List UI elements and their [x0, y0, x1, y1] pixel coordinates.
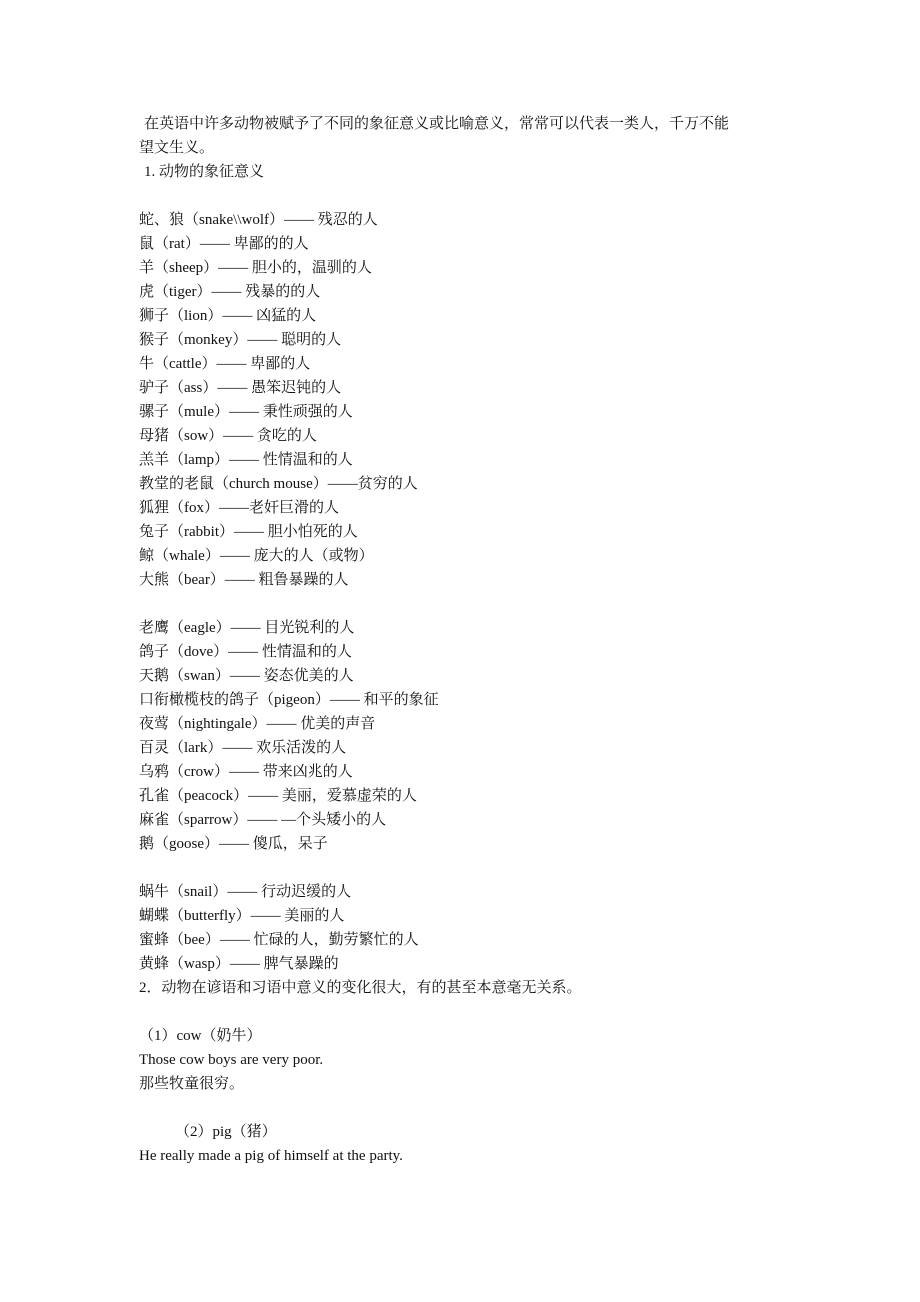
text-line: 鼠（rat）—— 卑鄙的的人	[139, 236, 309, 252]
text-line: 鲸（whale）—— 庞大的人（或物）	[139, 548, 374, 564]
text-line: 鸽子（dove）—— 性情温和的人	[139, 644, 352, 660]
text-line: （2）pig（猪）	[175, 1124, 277, 1140]
text-line: 麻雀（sparrow）—— —个头矮小的人	[139, 812, 387, 828]
text-line: 骡子（mule）—— 秉性顽强的人	[139, 404, 353, 420]
blank-line	[139, 592, 799, 616]
text-line: 鹅（goose）—— 傻瓜，呆子	[139, 836, 328, 852]
text-line: 猴子（monkey）—— 聪明的人	[139, 332, 342, 348]
text-line: 那些牧童很穷。	[139, 1076, 245, 1092]
text-line: 驴子（ass）—— 愚笨迟钝的人	[139, 380, 342, 396]
text-line: 兔子（rabbit）—— 胆小怕死的人	[139, 524, 358, 540]
text-line: 2．动物在谚语和习语中意义的变化很大，有的甚至本意毫无关系。	[139, 980, 582, 996]
text-line: 大熊（bear）—— 粗鲁暴躁的人	[139, 572, 349, 588]
blank-line	[139, 184, 799, 208]
text-line: 蝴蝶（butterfly）—— 美丽的人	[139, 908, 345, 924]
text-line: 蜗牛（snail）—— 行动迟缓的人	[139, 884, 352, 900]
blank-line	[139, 856, 799, 880]
text-line: 在英语中许多动物被赋予了不同的象征意义或比喻意义，常常可以代表一类人，千万不能	[144, 116, 730, 132]
text-line: 孔雀（peacock）—— 美丽，爱慕虚荣的人	[139, 788, 417, 804]
text-line: 1. 动物的象征意义	[144, 164, 265, 180]
text-line: Those cow boys are very poor.	[139, 1052, 324, 1068]
text-line: 夜莺（nightingale）—— 优美的声音	[139, 716, 376, 732]
blank-line	[139, 1096, 799, 1120]
text-line: （1）cow（奶牛）	[139, 1028, 262, 1044]
text-line: 母猪（sow）—— 贪吃的人	[139, 428, 317, 444]
text-line: 狐狸（fox）——老奸巨滑的人	[139, 500, 339, 516]
text-line: 老鹰（eagle）—— 目光锐利的人	[139, 620, 355, 636]
text-line: 羊（sheep）—— 胆小的，温驯的人	[139, 260, 372, 276]
text-line: 牛（cattle）—— 卑鄙的人	[139, 356, 311, 372]
text-line: 教堂的老鼠（church mouse）——贫穷的人	[139, 476, 418, 492]
text-line: 蛇、狼（snake\\wolf）—— 残忍的人	[139, 212, 378, 228]
blank-line	[139, 1000, 799, 1024]
text-line: 口衔橄榄枝的鸽子（pigeon）—— 和平的象征	[139, 692, 439, 708]
text-line: 天鹅（swan）—— 姿态优美的人	[139, 668, 354, 684]
text-line: He really made a pig of himself at the party.	[139, 1148, 403, 1164]
document-body	[139, 112, 799, 1168]
text-line: 狮子（lion）—— 凶猛的人	[139, 308, 317, 324]
text-line: 黄蜂（wasp）—— 脾气暴躁的	[139, 956, 339, 972]
text-line: 乌鸦（crow）—— 带来凶兆的人	[139, 764, 353, 780]
text-line: 虎（tiger）—— 残暴的的人	[139, 284, 321, 300]
text-line: 望文生义。	[139, 140, 215, 156]
text-line: 蜜蜂（bee）—— 忙碌的人，勤劳繁忙的人	[139, 932, 419, 948]
text-line: 羔羊（lamp）—— 性情温和的人	[139, 452, 353, 468]
text-line: 百灵（lark）—— 欢乐活泼的人	[139, 740, 347, 756]
